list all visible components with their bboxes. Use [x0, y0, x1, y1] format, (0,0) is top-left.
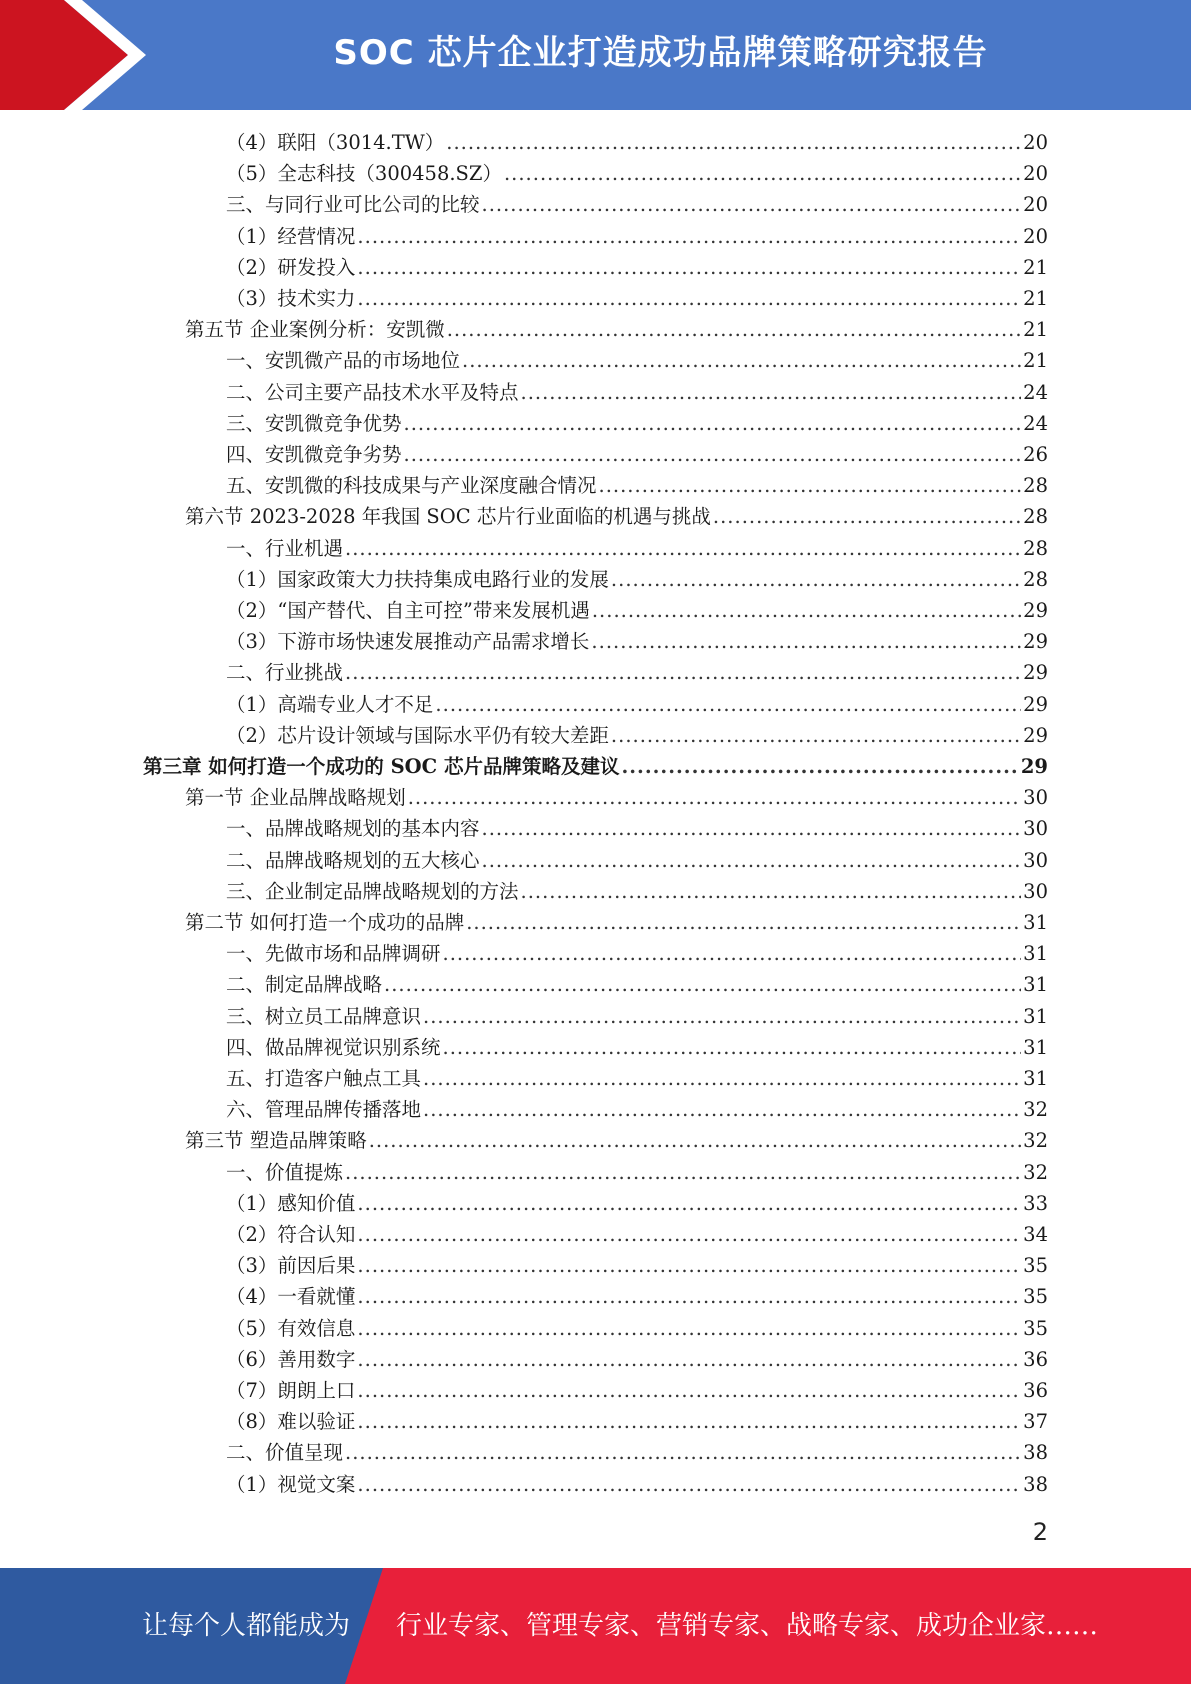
toc-entry-page: 29 — [1023, 692, 1048, 716]
toc-dot-leader — [369, 1125, 1021, 1156]
toc-dot-leader — [357, 1250, 1021, 1281]
toc-dot-leader — [384, 969, 1021, 1000]
toc-entry[interactable] — [226, 876, 1048, 907]
toc-dot-leader — [357, 1406, 1021, 1437]
toc-entry-title: 第三节 塑造品牌策略 — [185, 1129, 367, 1153]
toc-entry-title: （8）难以验证 — [226, 1410, 356, 1434]
toc-dot-leader — [611, 564, 1021, 595]
toc-entry[interactable] — [226, 1313, 1048, 1344]
toc-entry-title: （3）前因后果 — [226, 1254, 356, 1278]
toc-entry[interactable] — [226, 221, 1048, 252]
toc-dot-leader — [521, 876, 1022, 907]
toc-entry-page: 32 — [1023, 1098, 1048, 1122]
toc-entry-page: 29 — [1023, 723, 1048, 747]
toc-dot-leader — [345, 657, 1021, 688]
toc-entry-page: 33 — [1023, 1191, 1048, 1215]
toc-entry-page: 35 — [1023, 1285, 1048, 1309]
toc-dot-leader — [357, 1469, 1021, 1500]
toc-entry-page: 31 — [1023, 1035, 1048, 1059]
report-title: SOC 芯片企业打造成功品牌策略研究报告 — [333, 33, 988, 73]
toc-entry-page: 30 — [1023, 879, 1048, 903]
toc-entry-title: （3）技术实力 — [226, 287, 356, 310]
toc-entry[interactable] — [226, 1406, 1048, 1437]
toc-entry-title: （2）“国产替代、自主可控”带来发展机遇 — [226, 599, 590, 622]
toc-entry-title: 二、价值呈现 — [226, 1441, 344, 1465]
toc-entry-title: 一、安凯微产品的市场地位 — [226, 349, 461, 373]
toc-dot-leader — [357, 1188, 1021, 1219]
toc-entry[interactable] — [226, 377, 1048, 408]
toc-dot-leader — [357, 1219, 1021, 1250]
toc-dot-leader — [404, 439, 1022, 470]
toc-entry-page: 36 — [1023, 1347, 1048, 1371]
toc-dot-leader — [435, 689, 1021, 720]
toc-dot-leader — [521, 377, 1022, 408]
toc-entry[interactable] — [226, 564, 1048, 595]
toc-entry[interactable] — [226, 1375, 1048, 1406]
toc-entry-title: （5）有效信息 — [226, 1316, 356, 1340]
toc-entry-page: 31 — [1023, 1067, 1048, 1090]
toc-dot-leader — [423, 1001, 1021, 1032]
toc-entry[interactable] — [226, 1219, 1048, 1250]
toc-entry[interactable] — [185, 782, 1048, 813]
toc-entry[interactable] — [143, 751, 1048, 782]
toc-entry-title: （4）一看就懂 — [226, 1285, 356, 1309]
toc-entry-title: 二、公司主要产品技术水平及特点 — [226, 380, 519, 404]
toc-dot-leader — [462, 345, 1021, 376]
toc-entry-page: 31 — [1023, 1004, 1048, 1028]
toc-entry[interactable] — [226, 1001, 1048, 1032]
toc-entry-page: 21 — [1023, 255, 1048, 279]
toc-entry[interactable] — [226, 533, 1048, 564]
toc-entry-page: 24 — [1023, 380, 1048, 404]
toc-entry-title: （2）符合认知 — [226, 1223, 356, 1246]
toc-entry-title: （1）感知价值 — [226, 1191, 356, 1215]
toc-entry-title: 三、企业制定品牌战略规划的方法 — [226, 879, 519, 903]
toc-entry-page: 29 — [1023, 661, 1048, 685]
toc-entry-page: 34 — [1023, 1223, 1048, 1246]
toc-dot-leader — [713, 501, 1021, 532]
toc-entry[interactable] — [185, 314, 1048, 345]
toc-dot-leader — [443, 1032, 1022, 1063]
toc-entry[interactable] — [226, 720, 1048, 751]
toc-entry[interactable] — [226, 439, 1048, 470]
toc-entry-page: 28 — [1023, 567, 1048, 591]
toc-entry-page: 32 — [1023, 1160, 1048, 1184]
toc-entry-page: 35 — [1023, 1254, 1048, 1278]
toc-entry-page: 28 — [1023, 505, 1048, 529]
toc-entry-title: （1）视觉文案 — [226, 1472, 356, 1496]
toc-entry-title: 二、品牌战略规划的五大核心 — [226, 848, 480, 872]
toc-entry-title: 一、先做市场和品牌调研 — [226, 942, 441, 966]
toc-dot-leader — [345, 1437, 1021, 1468]
toc-dot-leader — [466, 907, 1021, 938]
toc-entry[interactable] — [226, 1250, 1048, 1281]
toc-entry[interactable] — [226, 345, 1048, 376]
toc-entry-page: 32 — [1023, 1129, 1048, 1153]
toc-entry[interactable] — [226, 689, 1048, 720]
toc-entry-page: 20 — [1023, 131, 1048, 154]
page-number: 2 — [1032, 1518, 1048, 1546]
toc-entry[interactable] — [226, 470, 1048, 501]
toc-entry-title: （6）善用数字 — [226, 1347, 356, 1371]
toc-entry[interactable] — [226, 252, 1048, 283]
toc-dot-leader — [504, 158, 1021, 189]
toc-entry-page: 21 — [1023, 318, 1048, 342]
toc-entry-title: （4）联阳（3014.TW） — [226, 131, 445, 154]
toc-entry[interactable] — [226, 626, 1048, 657]
toc-entry-page: 31 — [1023, 942, 1048, 966]
toc-entry[interactable] — [226, 1032, 1048, 1063]
toc-entry-page: 31 — [1023, 911, 1048, 934]
toc-entry-title: （3）下游市场快速发展推动产品需求增长 — [226, 630, 590, 654]
toc-entry[interactable] — [226, 969, 1048, 1000]
toc-dot-leader — [345, 1157, 1021, 1188]
toc-entry-page: 37 — [1023, 1410, 1048, 1434]
toc-dot-leader — [482, 845, 1022, 876]
toc-dot-leader — [423, 1063, 1021, 1094]
toc-entry-page: 38 — [1023, 1472, 1048, 1496]
toc-dot-leader — [482, 813, 1022, 844]
toc-entry-page: 20 — [1023, 224, 1048, 248]
toc-entry-title: 二、制定品牌战略 — [226, 973, 383, 997]
toc-dot-leader — [357, 1313, 1021, 1344]
toc-entry-title: （2）芯片设计领域与国际水平仍有较大差距 — [226, 723, 609, 747]
toc-dot-leader — [611, 720, 1021, 751]
toc-entry-title: 六、管理品牌传播落地 — [226, 1098, 422, 1122]
footer-slogan-left: 让每个人都能成为 — [142, 1611, 351, 1641]
toc-entry[interactable] — [226, 1157, 1048, 1188]
toc-entry-title: 第二节 如何打造一个成功的品牌 — [185, 911, 465, 934]
toc-entry-title: 三、树立员工品牌意识 — [226, 1004, 422, 1028]
toc-entry-page: 29 — [1023, 599, 1048, 622]
toc-entry-page: 29 — [1020, 755, 1048, 778]
toc-dot-leader — [408, 782, 1021, 813]
toc-entry-title: 五、打造客户触点工具 — [226, 1067, 422, 1090]
toc-dot-leader — [621, 751, 1018, 782]
footer-slogan-right: 行业专家、管理专家、营销专家、战略专家、成功企业家…… — [396, 1611, 1099, 1641]
toc-entry[interactable] — [226, 1063, 1048, 1094]
toc-entry-page: 30 — [1023, 817, 1048, 841]
toc-entry-title: 二、行业挑战 — [226, 661, 344, 685]
toc-dot-leader — [592, 595, 1021, 626]
toc-entry-title: 第一节 企业品牌战略规划 — [185, 786, 406, 810]
toc-entry[interactable] — [226, 408, 1048, 439]
toc-entry-page: 30 — [1023, 786, 1048, 810]
toc-entry-page: 29 — [1023, 630, 1048, 654]
toc-entry-page: 36 — [1023, 1379, 1048, 1402]
toc-entry-title: 三、与同行业可比公司的比较 — [226, 193, 480, 217]
toc-entry-page: 35 — [1023, 1316, 1048, 1340]
toc-entry-page: 26 — [1023, 443, 1048, 466]
toc-entry[interactable] — [226, 1469, 1048, 1500]
toc-entry[interactable] — [226, 938, 1048, 969]
toc-entry-title: 一、品牌战略规划的基本内容 — [226, 817, 480, 841]
toc-entry-page: 24 — [1023, 411, 1048, 435]
page-header — [0, 0, 1191, 110]
toc-entry[interactable] — [226, 813, 1048, 844]
toc-entry-title: （7）朗朗上口 — [226, 1379, 356, 1402]
toc-dot-leader — [591, 626, 1021, 657]
toc-entry-title: 五、安凯微的科技成果与产业深度融合情况 — [226, 474, 597, 498]
toc-entry-title: （1）高端专业人才不足 — [226, 692, 434, 716]
toc-dot-leader — [443, 938, 1022, 969]
toc-entry-page: 38 — [1023, 1441, 1048, 1465]
toc-entry[interactable] — [226, 283, 1048, 314]
toc-entry-page: 21 — [1023, 349, 1048, 373]
toc-entry-title: 四、做品牌视觉识别系统 — [226, 1035, 441, 1059]
toc-entry-page: 20 — [1023, 162, 1048, 186]
toc-dot-leader — [345, 533, 1021, 564]
toc-entry-title: （1）国家政策大力扶持集成电路行业的发展 — [226, 567, 609, 591]
toc-entry[interactable] — [226, 1281, 1048, 1312]
page-footer — [0, 1568, 1191, 1684]
toc-dot-leader — [357, 221, 1021, 252]
toc-entry[interactable] — [185, 1125, 1048, 1156]
toc-entry-title: （5）全志科技（300458.SZ） — [226, 162, 502, 186]
toc-entry[interactable] — [226, 657, 1048, 688]
toc-entry[interactable] — [226, 595, 1048, 626]
toc-dot-leader — [357, 1344, 1021, 1375]
toc-entry-title: 三、安凯微竞争优势 — [226, 411, 402, 435]
toc-entry-page: 30 — [1023, 848, 1048, 872]
toc-dot-leader — [599, 470, 1022, 501]
toc-entry[interactable] — [226, 1437, 1048, 1468]
toc-entry-page: 28 — [1023, 474, 1048, 498]
toc-dot-leader — [357, 252, 1021, 283]
toc-entry-title: 一、价值提炼 — [226, 1160, 344, 1184]
toc-entry-title: （2）研发投入 — [226, 255, 356, 279]
toc-entry[interactable] — [226, 127, 1048, 158]
toc-entry[interactable] — [185, 907, 1048, 938]
toc-entry[interactable] — [226, 845, 1048, 876]
toc-dot-leader — [447, 314, 1021, 345]
toc-entry-title: （1）经营情况 — [226, 224, 356, 248]
toc-entry-title: 第六节 2023-2028 年我国 SOC 芯片行业面临的机遇与挑战 — [185, 505, 711, 529]
toc-dot-leader — [404, 408, 1022, 439]
toc-entry-page: 28 — [1023, 536, 1048, 560]
toc-entry[interactable] — [226, 158, 1048, 189]
toc-dot-leader — [357, 1281, 1021, 1312]
toc-entry-title: 第三章 如何打造一个成功的 SOC 芯片品牌策略及建议 — [143, 755, 620, 778]
toc-entry[interactable] — [226, 1344, 1048, 1375]
toc-entry[interactable] — [226, 1094, 1048, 1125]
toc-entry-page: 21 — [1023, 287, 1048, 310]
toc-entry[interactable] — [226, 1188, 1048, 1219]
toc-entry-page: 20 — [1023, 193, 1048, 217]
toc-dot-leader — [357, 283, 1021, 314]
toc-entry[interactable] — [185, 501, 1048, 532]
toc-entry-page: 31 — [1023, 973, 1048, 997]
toc-dot-leader — [423, 1094, 1021, 1125]
toc-entry[interactable] — [226, 189, 1048, 220]
toc-dot-leader — [357, 1375, 1021, 1406]
toc-entry-title: 一、行业机遇 — [226, 536, 344, 560]
toc-entry-title: 四、安凯微竞争劣势 — [226, 443, 402, 466]
toc-dot-leader — [482, 189, 1022, 220]
toc-entry-title: 第五节 企业案例分析：安凯微 — [185, 318, 445, 342]
toc-dot-leader — [446, 127, 1021, 158]
